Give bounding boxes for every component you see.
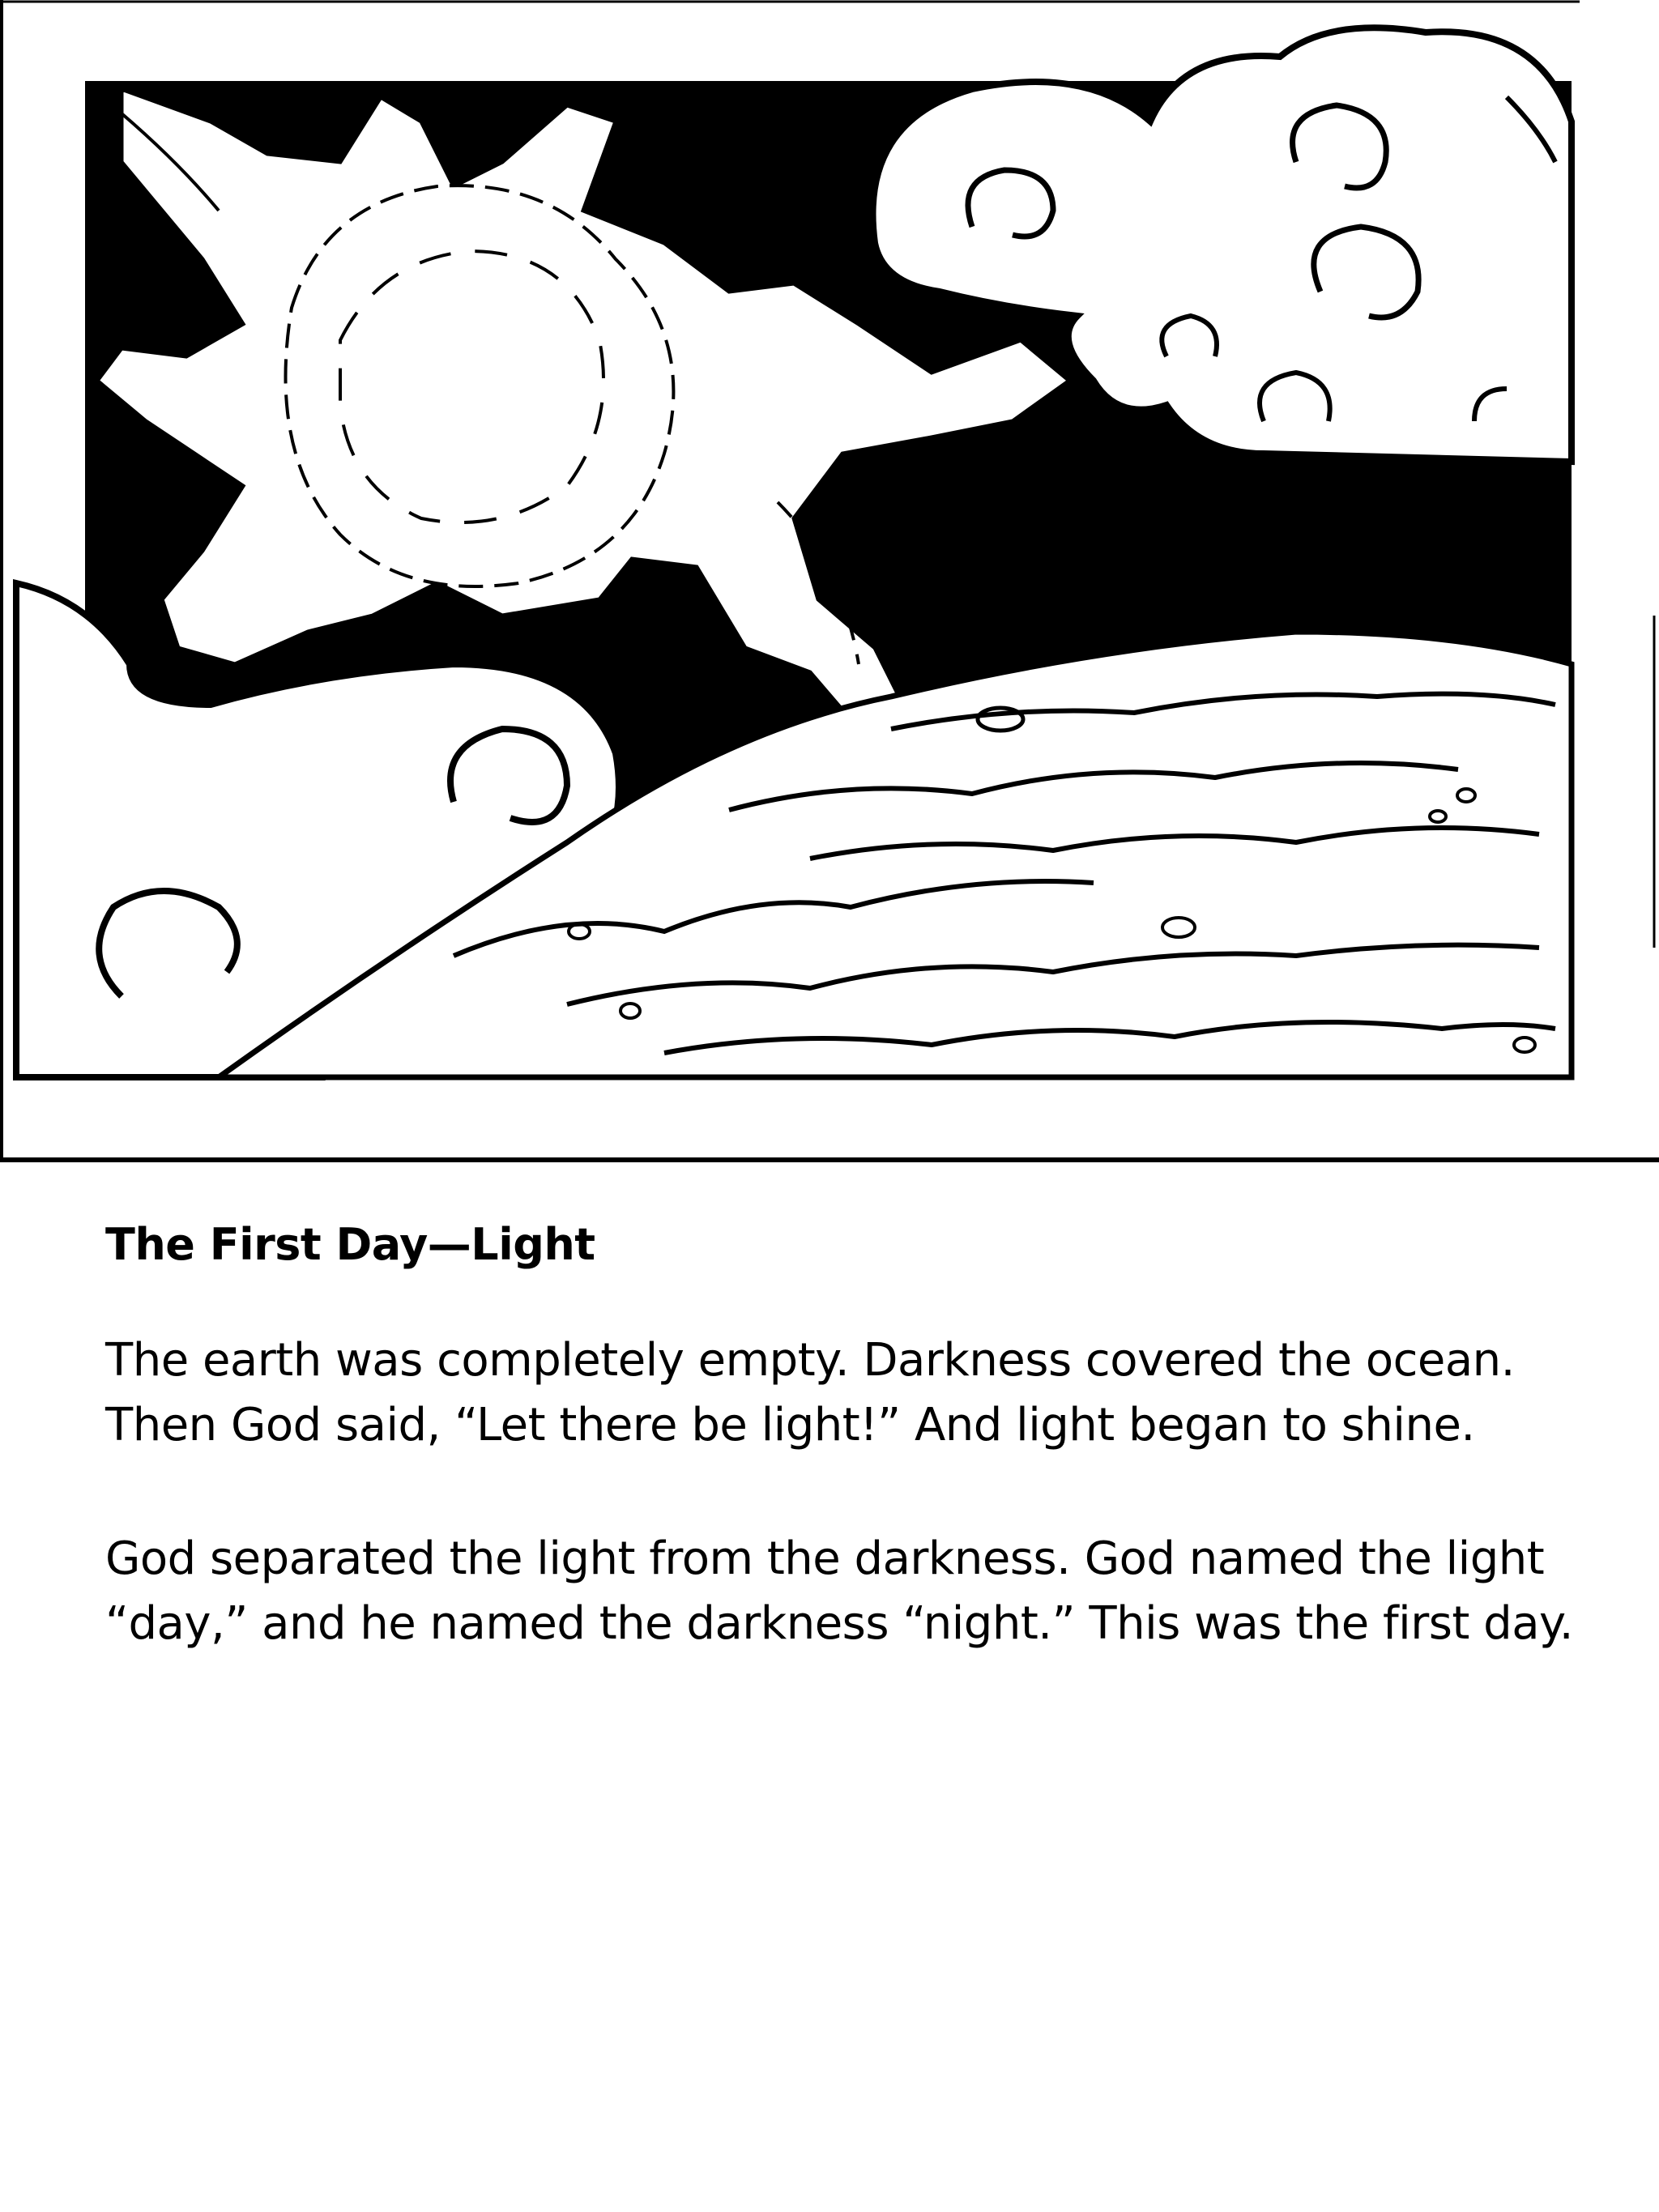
paragraph-2-line-1: God separated the light from the darkness. God named the light [105, 1532, 1545, 1585]
story-text [105, 1219, 1612, 1725]
paragraph-1-line-1: The earth was completely empty. Darkness covered the ocean. [105, 1333, 1515, 1387]
paragraph-2 [105, 1527, 1612, 1656]
page-title: The First Day—Light [105, 1219, 595, 1270]
paragraph-1-line-2: Then God said, “Let there be light!” And light began to shine. [105, 1398, 1475, 1451]
paragraph-1 [105, 1328, 1612, 1458]
paragraph-2-line-2: “day,” and he named the darkness “night.” This was the first day. [105, 1596, 1573, 1650]
